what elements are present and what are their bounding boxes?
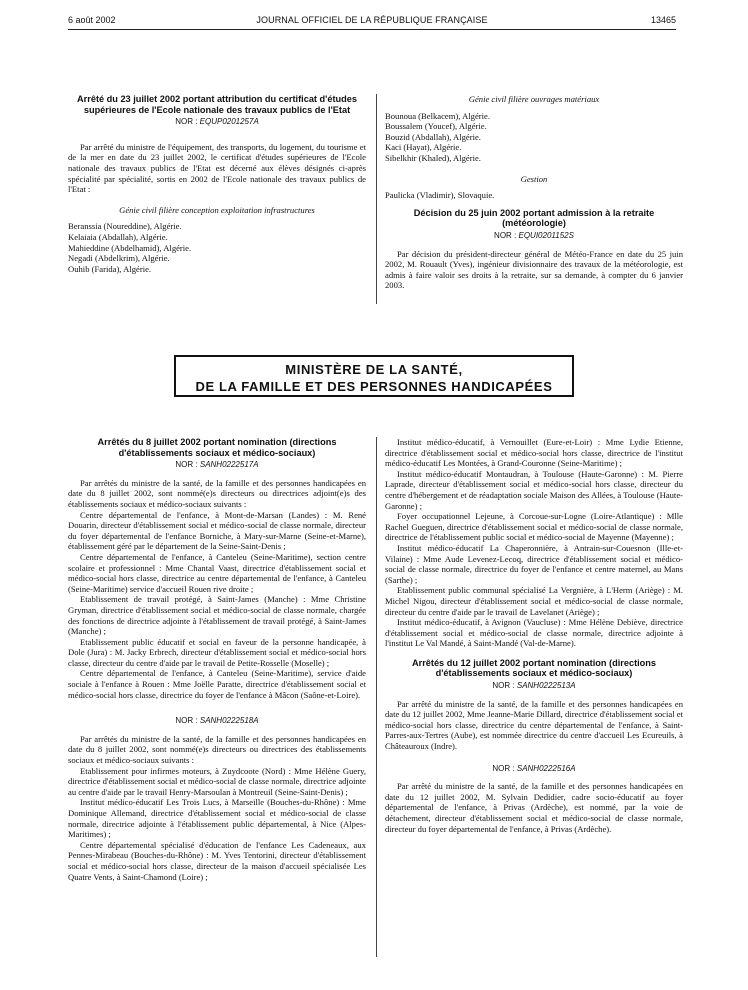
nor-reference: NOR : EQUI0201152S	[494, 230, 574, 240]
list-item: Bouzid (Abdallah), Algérie.	[385, 131, 481, 142]
paragraph: Etablissement de travail protégé, à Saint-James (Manche) : Mme Christine Gryman, directrice d'établissement social et médico-social de classe normale, chargée des fonctions de directrice adjointe à l'établissement de travail protégé, à Saint-James (Manche) ;	[68, 594, 366, 637]
list-item: Boussalem (Youcef), Algérie.	[385, 121, 487, 132]
header-page-number: 13465	[650, 15, 676, 25]
paragraph: Institut médico-éducatif, à Avignon (Vaucluse) : Mme Hélène Debiève, directrice d'établissement social et médico-social de classe normale, directrice adjointe à l'institut Le Val Mandé, à Saint-Mandé (Val-de-Marne).	[385, 617, 683, 649]
page-header	[68, 15, 676, 29]
column-divider	[376, 94, 377, 304]
list-item: Mahieddine (Abdelhamid), Algérie.	[68, 242, 192, 253]
list-item: Paulicka (Vladimir), Slovaquie.	[385, 190, 495, 201]
list-item: Kaci (Hayat), Algérie.	[385, 142, 462, 153]
list-item: Negadi (Abdelkrim), Algérie.	[68, 253, 170, 264]
names-list-2	[385, 111, 683, 164]
article-body: Par arrêté du ministre de l'équipement, des transports, du logement, du tourisme et de la mer en date du 23 juillet 2002, le certificat d'études supérieures de l'Ecole nationale des travaux publics de l'Etat est décerné aux élèves désignés ci-après spécialité par spécialité, sortis en 2002 de l'Ecole nationale des travaux publics de l'Etat :	[68, 141, 366, 195]
paragraph: Etablissement public communal spécialisé La Vergnière, à L'Herm (Ariège) : M. Michel Nigou, directeur d'établissement social et médico-social de classe normale, directeur du centre d'aide par le travail de Lavelanet (Ariège) ;	[385, 585, 683, 617]
list-item: Sibelkhir (Khaled), Algérie.	[385, 152, 481, 163]
header-journal-title: JOURNAL OFFICIEL DE LA RÉPUBLIQUE FRANÇAISE	[256, 15, 488, 25]
ministry-line-1: MINISTÈRE DE LA SANTÉ,	[285, 362, 463, 377]
nor-reference: NOR : SANH0222518A	[175, 716, 259, 726]
article-nominations-8-juillet	[68, 437, 366, 882]
list-item: Ouhib (Farida), Algérie.	[68, 263, 152, 274]
header-date: 6 août 2002	[68, 15, 116, 25]
section-heading: Gestion	[520, 173, 548, 184]
list-item: Beranssia (Noureddine), Algérie.	[68, 221, 182, 232]
list-item: Bounoua (Belkacem), Algérie.	[385, 110, 491, 121]
nor-reference: NOR : SANH0222517A	[175, 460, 259, 470]
column-divider	[376, 437, 377, 957]
nor-reference: NOR : SANH0222513A	[492, 681, 576, 691]
article-title: Arrêtés du 8 juillet 2002 portant nomination (directions d'établissements sociaux et médico-sociaux)	[97, 437, 337, 458]
paragraph: Etablissement public éducatif et social en faveur de la personne handicapée, à Dole (Jura) : M. Jacky Erbrech, directeur d'établissement social et médico-social hors classe, directeur du centre d'aide par le travail de Petite-Rosselle (Moselle) ;	[68, 636, 366, 668]
paragraph: Institut médico-éducatif Les Trois Lucs, à Marseille (Bouches-du-Rhône) : Mme Dominique Allemand, directrice d'établissement social et médico-social de classe normale, directrice adjointe à l'établissement public départemental, à Nice (Alpes-Maritimes) ;	[68, 797, 366, 840]
paragraph: Centre départemental de l'enfance, à Mont-de-Marsan (Landes) : M. René Douarin, directeur d'établissement social et médico-social de classe normale, directeur du foyer départemental de l'enfance Borniche, à Mary-sur-Marne (Seine-et-Marne), établissement géré par le département de la Seine-Saint-Denis ;	[68, 509, 366, 552]
article-continuation	[385, 94, 683, 291]
ministry-line-2: DE LA FAMILLE ET DES PERSONNES HANDICAPÉES	[195, 379, 553, 394]
header-rule	[68, 29, 676, 30]
nor-reference: NOR : EQUP0201257A	[175, 117, 259, 127]
paragraph: Institut médico-éducatif Montaudran, à Toulouse (Haute-Garonne) : M. Pierre Laprade, directeur d'établissement social et médico-social hors classe, directeur du centre d'hébergement et de réadaptation sociale Maison des Allées, à Toulouse (Haute-Garonne) ;	[385, 468, 683, 511]
article-title: Décision du 25 juin 2002 portant admission à la retraite (météorologie)	[413, 207, 655, 229]
paragraph: Centre départemental de l'enfance, à Canteleu (Seine-Maritime), section centre scolaire et professionnel : Mme Chantal Vaast, directrice d'établissement social et médico-social hors classe, directrice au centre départemental de l'enfance, à Canteleu (Seine-Maritime) service d'accueil Rouen rive droite ;	[68, 551, 366, 594]
section-heading: Génie civil filière conception exploitation infrastructures	[119, 204, 315, 215]
article-nominations-continued	[385, 437, 683, 834]
paragraph: Par arrêté du ministre de la santé, de la famille et des personnes handicapées en date du 12 juillet 2002, Mme Jeanne-Marie Dillard, directrice d'établissement social et médico-social hors classe, directrice du centre départemental de l'enfance, à Saint-Parres-aux-Tertres (Aube), est nommée directrice du centre d'accueil Les Ecureuils, à Châteauroux (Indre).	[385, 698, 683, 752]
paragraph: Institut médico-éducatif La Chaperonnière, à Antrain-sur-Couesnon (Ille-et-Vilaine) : Mme Aude Levenez-Lecoq, directrice d'établissement social et médico-social de classe normale, directrice du foyer de l'enfance et centre maternel, au Mans (Sarthe) ;	[385, 542, 683, 585]
article-title: Arrêté du 23 juillet 2002 portant attribution du certificat d'études supérieures de l'Ecole nationale des travaux publics de l'Etat	[77, 94, 357, 115]
article-body: Par arrêtés du ministre de la santé, de la famille et des personnes handicapées en date du 8 juillet 2002, sont nommé(e)s directeurs ou directrices adjoint(e)s des établissements sociaux et médico-sociaux suivants :	[68, 477, 366, 509]
nor-reference: NOR : SANH0222516A	[492, 763, 576, 773]
ministry-banner	[174, 355, 574, 397]
paragraph: Par arrêté du ministre de la santé, de la famille et des personnes handicapées en date du 12 juillet 2002, M. Sylvain Dedidier, cadre socio-éducatif au foyer départemental de l'enfance, à Privas (Ardèche), est nommé, par la voie de détachement, directeur d'établissement social et médico-social de classe normale, directeur du foyer départemental de l'enfance, à Privas (Ardèche).	[385, 781, 683, 834]
paragraph: Centre départemental spécialisé d'éducation de l'enfance Les Cadeneaux, aux Pennes-Mirabeau (Bouches-du-Rhône) : M. Yves Tentorini, directeur d'établissement social et médico-social hors classe, directeur de la maison d'accueil spécialisée Les Quatre Vents, à Saint-Chamond (Loire) ;	[68, 839, 366, 882]
paragraph: Centre départemental de l'enfance, à Canteleu (Seine-Maritime), service d'aide sociale à l'enfance à Rouen : Mme Joëlle Paratte, directrice d'établissement social et médico-social hors classe, directrice du foyer de l'enfance à Mâcon (Saône-et-Loire).	[68, 668, 366, 700]
names-list-1	[68, 221, 366, 274]
paragraph: Institut médico-éducatif, à Vernouillet (Eure-et-Loir) : Mme Lydie Etienne, directrice d'établissement social et médico-social hors classe, directrice de l'institut médico-éducatif Les Montées, à Grand-Couronne (Seine-Maritime) ;	[385, 437, 683, 469]
article-body: Par arrêtés du ministre de la santé, de la famille et des personnes handicapées en date du 8 juillet 2002, sont nommé(e)s directeurs ou directrices des établissements sociaux et médico-sociaux suivants :	[68, 733, 366, 766]
paragraph: Etablissement pour infirmes moteurs, à Zuydcoote (Nord) : Mme Hélène Guery, directrice d'établissement social et médico-social de classe normale, directrice adjointe au centre d'aide par le travail Henry-Marsoulan à Montreuil (Seine-Saint-Denis) ;	[68, 765, 366, 797]
article-body: Par décision du président-directeur général de Météo-France en date du 25 juin 2002, M. Rouault (Yves), ingénieur divisionnaire des travaux de la météorologie, est admis à faire valoir ses droits à la retraite, sur sa demande, à compter du 6 janvier 2003.	[385, 248, 683, 291]
section-heading: Génie civil filière ouvrages matériaux	[468, 94, 600, 104]
article-certificat	[68, 94, 366, 274]
article-title: Arrêtés du 12 juillet 2002 portant nomination (directions d'établissements sociaux et médico-sociaux)	[411, 657, 657, 679]
paragraph: Foyer occupationnel Lejeune, à Corcoue-sur-Logne (Loire-Atlantique) : Mlle Rachel Gueguen, directrice d'établissement social et médico-social de classe normale, directrice de l'établissement public social et médico-social de Mayenne (Mayenne) ;	[385, 511, 683, 543]
list-item: Kelaiaia (Abdallah), Algérie.	[68, 231, 168, 242]
